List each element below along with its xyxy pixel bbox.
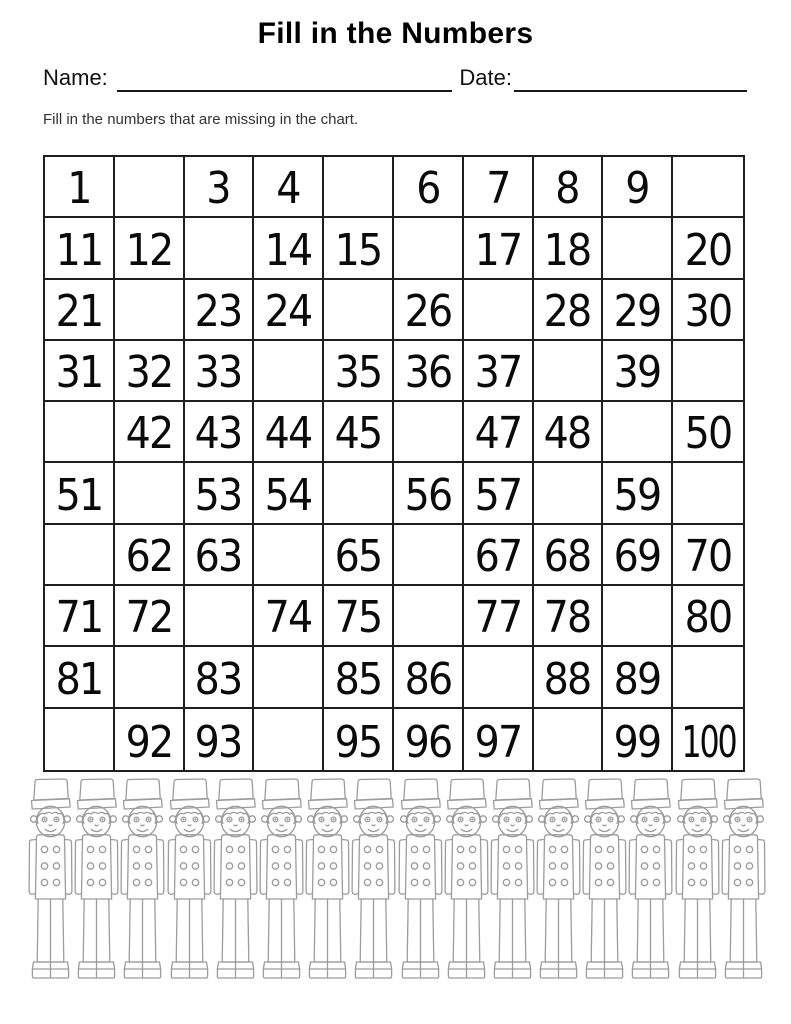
grid-number: 9: [625, 163, 649, 215]
grid-cell-empty: [324, 463, 394, 524]
grid-cell-empty: [115, 157, 185, 218]
grid-cell-filled: [185, 402, 255, 463]
grid-number: 12: [125, 224, 173, 276]
grid-number: 71: [55, 592, 103, 644]
grid-number: 97: [474, 716, 522, 768]
grid-number: 8: [555, 163, 580, 215]
grid-cell-empty: [45, 525, 115, 586]
grid-cell-filled: [394, 463, 464, 524]
grid-cell-filled: [603, 341, 673, 402]
grid-cell-filled: [45, 341, 115, 402]
grid-number: 53: [195, 469, 242, 521]
grid-cell-empty: [324, 157, 394, 218]
toy-soldier-icon: [305, 778, 350, 985]
date-blank-line: [514, 68, 747, 92]
grid-number: 18: [544, 224, 591, 276]
grid-cell-empty: [185, 586, 255, 647]
grid-number: 30: [684, 285, 732, 337]
grid-cell-empty: [673, 341, 743, 402]
grid-number: 74: [264, 592, 312, 644]
grid-number: 72: [125, 592, 173, 644]
grid-cell-empty: [45, 402, 115, 463]
grid-cell-empty: [534, 341, 604, 402]
grid-number: 42: [125, 408, 173, 460]
grid-number: 32: [125, 347, 173, 399]
grid-cell-empty: [394, 402, 464, 463]
grid-cell-filled: [324, 218, 394, 279]
grid-cell-filled: [464, 463, 534, 524]
grid-number: 57: [474, 469, 522, 521]
grid-cell-filled: [115, 525, 185, 586]
grid-cell-filled: [673, 586, 743, 647]
grid-number: 6: [416, 163, 440, 215]
grid-cell-filled: [464, 218, 534, 279]
grid-cell-filled: [324, 647, 394, 708]
grid-number: 78: [544, 592, 591, 644]
grid-cell-filled: [45, 647, 115, 708]
grid-cell-empty: [464, 647, 534, 708]
grid-number: 65: [334, 531, 382, 583]
grid-cell-empty: [603, 402, 673, 463]
grid-number: 44: [264, 408, 312, 460]
grid-number: 39: [613, 347, 661, 399]
name-date-row: [43, 62, 747, 92]
grid-number: 29: [613, 285, 661, 337]
grid-number: 89: [613, 653, 661, 705]
date-label: Date:: [459, 65, 512, 90]
grid-number: 68: [544, 531, 591, 583]
grid-number: 11: [55, 224, 103, 276]
grid-cell-filled: [45, 280, 115, 341]
grid-cell-filled: [324, 341, 394, 402]
grid-cell-filled: [534, 647, 604, 708]
toy-soldier-icon: [398, 778, 443, 985]
grid-cell-empty: [673, 647, 743, 708]
grid-cell-empty: [394, 525, 464, 586]
grid-cell-empty: [673, 157, 743, 218]
grid-cell-filled: [534, 280, 604, 341]
grid-number: 59: [613, 469, 661, 521]
toy-soldier-icon: [628, 778, 673, 985]
grid-number: 3: [206, 163, 231, 215]
grid-cell-empty: [254, 709, 324, 770]
grid-number: 92: [125, 716, 173, 768]
grid-number: 75: [334, 592, 382, 644]
grid-cell-filled: [603, 647, 673, 708]
grid-cell-empty: [115, 280, 185, 341]
grid-number: 20: [684, 224, 732, 276]
grid-number: 33: [195, 347, 242, 399]
grid-number: 31: [55, 347, 103, 399]
grid-cell-filled: [534, 218, 604, 279]
grid-number: 48: [544, 408, 591, 460]
grid-cell-filled: [254, 157, 324, 218]
toy-soldier-icon: [74, 778, 119, 985]
grid-number: 99: [613, 716, 661, 768]
grid-cell-empty: [464, 280, 534, 341]
grid-number: 67: [474, 531, 522, 583]
toy-soldier-icon: [721, 778, 766, 985]
toy-soldier-icon: [490, 778, 535, 985]
grid-cell-filled: [185, 463, 255, 524]
grid-number: 47: [474, 408, 522, 460]
grid-cell-filled: [185, 647, 255, 708]
name-label: Name:: [43, 65, 108, 90]
grid-cell-filled: [603, 525, 673, 586]
grid-cell-filled: [394, 157, 464, 218]
grid-cell-filled: [254, 586, 324, 647]
grid-number: 14: [264, 224, 312, 276]
grid-cell-filled: [673, 218, 743, 279]
grid-number: 15: [334, 224, 382, 276]
number-chart: [43, 155, 745, 772]
grid-cell-filled: [115, 341, 185, 402]
grid-cell-empty: [254, 341, 324, 402]
grid-number: 56: [404, 469, 452, 521]
page-title: Fill in the Numbers: [257, 17, 534, 50]
grid-cell-filled: [603, 280, 673, 341]
instructions-text: Fill in the numbers that are missing in the chart.: [43, 111, 359, 128]
grid-cell-filled: [185, 709, 255, 770]
grid-number: 1: [67, 163, 91, 215]
grid-number: 43: [195, 408, 242, 460]
grid-number: 21: [55, 285, 103, 337]
grid-cell-filled: [673, 280, 743, 341]
grid-number: 24: [264, 285, 312, 337]
grid-cell-empty: [603, 218, 673, 279]
grid-cell-empty: [394, 586, 464, 647]
grid-number: 37: [474, 347, 522, 399]
grid-number: 45: [334, 408, 382, 460]
toy-soldier-icon: [351, 778, 396, 985]
grid-cell-filled: [115, 709, 185, 770]
grid-number: 50: [684, 408, 732, 460]
grid-cell-filled: [115, 402, 185, 463]
grid-number: 26: [404, 285, 452, 337]
grid-cell-empty: [185, 218, 255, 279]
grid-cell-empty: [115, 647, 185, 708]
grid-number: 63: [195, 531, 242, 583]
grid-cell-filled: [394, 647, 464, 708]
grid-number: 62: [125, 531, 173, 583]
grid-number: 17: [474, 224, 522, 276]
grid-cell-filled: [254, 463, 324, 524]
grid-cell-empty: [324, 280, 394, 341]
grid-cell-filled: [673, 402, 743, 463]
grid-cell-empty: [394, 218, 464, 279]
grid-number: 4: [276, 163, 300, 215]
grid-cell-filled: [394, 280, 464, 341]
grid-cell-empty: [534, 709, 604, 770]
grid-number: 83: [195, 653, 242, 705]
grid-number: 51: [55, 469, 103, 521]
grid-cell-filled: [185, 525, 255, 586]
toy-soldier-icon: [444, 778, 489, 985]
grid-cell-filled: [254, 402, 324, 463]
grid-cell-filled: [394, 341, 464, 402]
grid-number: 70: [684, 531, 732, 583]
grid-cell-filled: [324, 709, 394, 770]
toy-soldier-icon: [213, 778, 258, 985]
grid-cell-empty: [115, 463, 185, 524]
grid-cell-filled: [464, 709, 534, 770]
grid-number: 54: [264, 469, 312, 521]
grid-cell-filled: [115, 586, 185, 647]
grid-cell-filled: [534, 586, 604, 647]
grid-cell-empty: [534, 463, 604, 524]
grid-cell-filled: [603, 709, 673, 770]
grid-cell-filled: [394, 709, 464, 770]
toy-soldier-icon: [167, 778, 212, 985]
grid-cell-filled: [534, 525, 604, 586]
grid-cell-filled: [464, 341, 534, 402]
grid-cell-filled: [464, 586, 534, 647]
grid-cell-filled: [534, 402, 604, 463]
grid-cell-empty: [45, 709, 115, 770]
grid-cell-filled: [464, 525, 534, 586]
grid-cell-filled: [324, 525, 394, 586]
toy-soldiers-row: [28, 778, 766, 985]
grid-cell-filled: [45, 157, 115, 218]
toy-soldier-icon: [536, 778, 581, 985]
grid-number: 81: [55, 653, 103, 705]
grid-number: 7: [485, 163, 510, 215]
grid-number: 36: [404, 347, 452, 399]
grid-number: 86: [404, 653, 452, 705]
grid-cell-empty: [603, 586, 673, 647]
grid-number: 23: [195, 285, 242, 337]
grid-cell-filled: [534, 157, 604, 218]
toy-soldier-icon: [675, 778, 720, 985]
grid-number: 69: [613, 531, 661, 583]
grid-cell-filled: [254, 218, 324, 279]
toy-soldier-icon: [28, 778, 73, 985]
grid-cell-filled: [115, 218, 185, 279]
grid-cell-filled: [603, 463, 673, 524]
grid-cell-filled: [45, 586, 115, 647]
grid-cell-filled: [464, 157, 534, 218]
grid-cell-filled: [603, 157, 673, 218]
grid-cell-filled: [185, 341, 255, 402]
grid-number: 85: [334, 653, 382, 705]
grid-cell-empty: [254, 525, 324, 586]
grid-cell-filled: [324, 586, 394, 647]
grid-number: 96: [404, 716, 452, 768]
grid-number: 95: [334, 716, 382, 768]
toy-soldier-icon: [259, 778, 304, 985]
grid-cell-filled: [185, 157, 255, 218]
grid-number: 80: [684, 592, 732, 644]
grid-number: 93: [195, 716, 242, 768]
grid-number: 88: [544, 653, 591, 705]
grid-cell-filled: [673, 525, 743, 586]
grid-cell-filled: [673, 709, 743, 770]
grid-cell-filled: [324, 402, 394, 463]
grid-cell-empty: [254, 647, 324, 708]
grid-cell-filled: [185, 280, 255, 341]
grid-cell-filled: [464, 402, 534, 463]
grid-cell-empty: [673, 463, 743, 524]
grid-number: 100: [681, 716, 736, 768]
name-blank-line: [117, 68, 453, 92]
grid-cell-filled: [45, 218, 115, 279]
toy-soldier-icon: [120, 778, 165, 985]
grid-cell-filled: [254, 280, 324, 341]
grid-number: 35: [334, 347, 382, 399]
grid-number: 77: [474, 592, 522, 644]
grid-cell-filled: [45, 463, 115, 524]
grid-number: 28: [544, 285, 591, 337]
toy-soldier-icon: [582, 778, 627, 985]
